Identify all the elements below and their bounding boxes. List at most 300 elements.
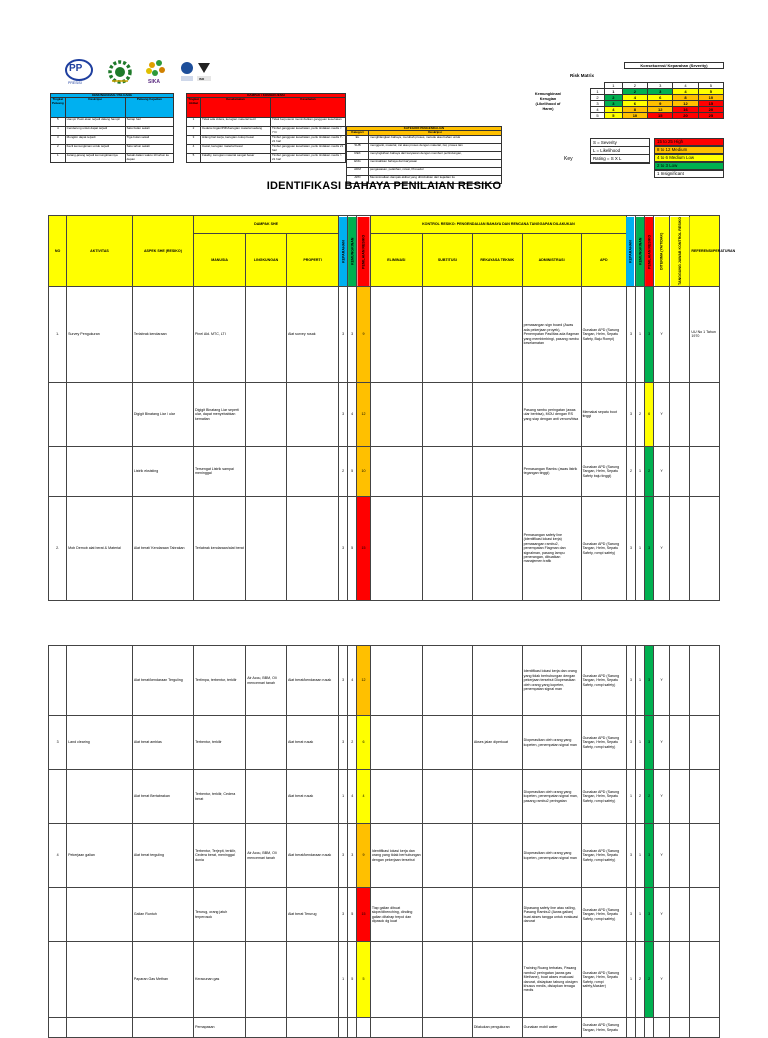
severity-col: 4 [673,83,698,89]
cell-adm: Training Ruang terbatas, Pasang rambu2 peringatan (awas gas Methane), buat akses evakuasi darurat, disiapkan tabung oksigen khusus medis, disiapkan tenaga medis [522,942,581,1018]
likelihood-cell: 1 [51,154,66,163]
control-cell: memisahkan bahaya dari karyawan [369,159,502,167]
control-cell: Meminimalkan dampak akibat yang ditimbulkan dari kejadian itu [369,175,502,183]
cell-ref [690,770,720,824]
key-item: Rating = S X L [591,155,649,163]
cell-r2: 2 [645,942,654,1018]
matrix-cell: 25 [698,113,723,119]
likelihood-cell: Kecil kemungkinan untuk terjadi [65,145,125,154]
likelihood-cell: 5 [51,118,66,127]
severity-cell: Tidak berpotensi menimbulkan gangguan kesehatan [271,118,346,127]
cell-r: 4 [357,770,371,824]
cell-asp: Galian Runtuh [132,888,193,942]
cell-akt [67,1018,133,1038]
cell-ok: Y [654,646,670,716]
cell-adm: Identifikasi lokasi kerja dan orang yang tidak berhubungan dengan pekerjaan tersebut Dioperasikan oleh orang yang kopeten, penempatan signal man [522,646,581,716]
severity-cell: Cedera ringan/P3K/kerugian material sedang [201,127,271,136]
header-no: NO [49,216,67,287]
table-row [49,446,720,496]
cell-apd: Gunakan APD (Sarung Tangan, Helm, Sepatu Safety, rompi safety) [581,496,626,600]
cell-rek [472,446,522,496]
logo-strip [62,55,252,91]
cell-lin [246,942,287,1018]
cell-adm: Dioperasikan oleh orang yang kopeten, penempatan signal man, pasang rambu2 peringatan [522,770,581,824]
cell-s2: 3 [626,646,635,716]
cell-el: Tiap galian dibuat slope/dibenching, dinding galian ditahap trepol dan dipasok dg kuat [370,888,422,942]
cell-no [49,1018,67,1038]
cell-ok: Y [654,496,670,600]
severity-cell: Timbul gangguan kesehatan, perlu tindakan medis 21 hari [271,145,346,154]
likelihood-cell: Cenderung untuk dapat terjadi [65,127,125,136]
cell-ref [690,446,720,496]
cell-lin [246,716,287,770]
cell-ok: Y [654,888,670,942]
cell-s2: 3 [626,888,635,942]
cell-apd: Memakai sepatu boot tinggi [581,382,626,446]
cell-lin [246,382,287,446]
iso-logo [196,61,212,83]
cell-rek [472,646,522,716]
likelihood-cell: Mungkin dapat terjadi [65,136,125,145]
cell-rek [472,770,522,824]
cell-lin [246,446,287,496]
sika-logo [142,57,170,87]
likelihood-cell: Tiga bulan sekali [125,136,173,145]
cell-ref [690,716,720,770]
matrix-cell: 15 [698,101,723,107]
cell-sub [422,496,472,600]
header-diterima: DITERIMA (YA/TIDAK) [654,216,670,287]
control-cell: menyingkirkan bahaya dari karyawan dengan memberi perlindungan, [369,151,502,159]
cell-rek [472,942,522,1018]
cell-el [370,770,422,824]
matrix-cell: 4 [622,95,647,101]
severity-col: 2 [622,83,647,89]
cell-adm: Dioperasikan oleh orang yang kopeten, penempatan signal man [522,824,581,888]
control-cell: APD [347,175,369,183]
cell-ref [690,824,720,888]
risk-matrix-grid [590,82,724,119]
cell-ok: Y [654,824,670,888]
cell-adm: Gunakan mobil water [522,1018,581,1038]
cell-sub [422,1018,472,1038]
header-kontrol: KONTROL RESIKO: PENGENDALIAN BAHAYA DAN RENCANA TANGGAPAN DILAKUKAN [370,216,626,234]
cell-el [370,716,422,770]
cell-man: Pinel Ald. MTC, LTI [194,286,246,382]
cell-el [370,942,422,1018]
cell-no [49,770,67,824]
cell-lin [246,770,287,824]
cell-l2: 1 [636,646,645,716]
cell-apd: Gunakan APD (Sarung Tangan, Helm, Sepatu Safety, rompi safety) [581,824,626,888]
control-category-table [346,126,502,184]
severity-cell: 1 [187,118,201,127]
cell-man: Terbentur, terkilir [194,716,246,770]
cell-s: 2 [339,446,348,496]
cell-akt [67,646,133,716]
severity-cell: Timbul gangguan kesehatan, perlu tindakan medis > 21 hari [271,154,346,163]
cell-el [370,286,422,382]
cell-tanggung [670,286,690,382]
cell-akt: Survey Pengukuran [67,286,133,382]
cell-el [370,646,422,716]
cell-man: Tersengat Listrik sampai meninggal [194,446,246,496]
cell-asp: Digigit Binatang Liar / ular [132,382,193,446]
matrix-cell: 4 [673,89,698,95]
likelihood-cell: Sekali dalam waktu 10 tahun ke depan [125,154,173,163]
cell-man: Terurug, orang jatuh terperosok [194,888,246,942]
cell-akt [67,446,133,496]
cell-apd: Gunakan APD (Sarung Tangan, Helm, Sepatu [581,1018,626,1038]
cell-r: 5 [357,942,371,1018]
cell-rek [472,888,522,942]
cell-r2: 3 [645,716,654,770]
severity-header: DAMPAK / KONSEKUENSI [187,94,346,98]
consequence-header: Konsekuensi/ Keparahan (Severity) [624,62,724,69]
cell-man: Pernapasan [194,1018,246,1038]
cell-ok: Y [654,446,670,496]
matrix-cell: 8 [622,107,647,113]
table-row [49,286,720,382]
cell-asp: Terlabrak kendaraan [132,286,193,382]
likelihood-level: 5 [591,113,605,119]
cell-tanggung [670,382,690,446]
likelihood-level: 4 [591,107,605,113]
cell-ref [690,382,720,446]
control-cell: REK [347,151,369,159]
cell-r: 9 [357,824,371,888]
cell-ref [690,942,720,1018]
matrix-cell: 6 [622,101,647,107]
cell-r2: 3 [645,496,654,600]
cell-asp: Listrik eksisting [132,446,193,496]
table-row [49,1018,720,1038]
table-row [49,382,720,446]
cell-r2: 3 [645,824,654,888]
cell-lin [246,888,287,942]
cell-r: 12 [357,382,371,446]
matrix-cell: 5 [698,89,723,95]
cell-r2 [645,1018,654,1038]
cell-ref [690,888,720,942]
cell-asp [132,1018,193,1038]
cell-sub [422,824,472,888]
cell-el [370,1018,422,1038]
severity-cell: Timbul gangguan kesehatan, perlu tindakan medis 7-21 hari [271,136,346,145]
header-dampak: DAMPAK SHE [194,216,339,234]
cell-l2: 2 [636,942,645,1018]
control-col: Kategori [347,131,369,135]
cell-s: 3 [339,382,348,446]
control-cell: menghilangkan bahaya, merubah proses, metode atau bahan untuk [369,135,502,143]
cell-s: 3 [339,716,348,770]
cell-asp: Alat berat terguling [132,824,193,888]
likelihood-cell: Hampir Pasti akan terjadi dalang hampir [65,118,125,127]
cell-r: 12 [357,646,371,716]
cell-ok: Y [654,716,670,770]
header-referensi: REFERENSI/PERATURAN [690,216,720,287]
header-penilaian: PENILAIAN RESIKO [357,216,371,287]
severity-col: 5 [698,83,723,89]
cell-akt [67,770,133,824]
severity-table [186,93,346,163]
cell-s2: 3 [626,716,635,770]
cell-adm: Pemasangan safety line (identifikasi lokasi kerja) pemasangan rambu2, penempatan Flagman dan signalman, pasang lampu penerangan, dibuatkan manajemen trafik [522,496,581,600]
cell-lin [246,286,287,382]
likelihood-cell: Jarang-jarang terjadi kemungkinannya [65,154,125,163]
cell-ok: Y [654,286,670,382]
cell-l: 4 [348,770,357,824]
cell-l: 5 [348,446,357,496]
table-row [49,646,720,716]
severity-cell: 4 [187,145,201,154]
table-row [49,888,720,942]
cell-man: Tertimpa, terbentur, terkilir [194,646,246,716]
severity-col: Keselamatan [201,98,271,118]
risk-matrix [530,60,730,180]
cell-l2: 2 [636,382,645,446]
cell-man: Terbentur, Terjepit, terkilir, Cedera berat, meninggal dunia [194,824,246,888]
severity-col: 1 [605,83,623,89]
header-manusia: MANUSIA [194,233,246,286]
cell-l: 3 [348,824,357,888]
cell-s: 3 [339,888,348,942]
gear-logo [106,59,134,85]
matrix-cell: 12 [648,107,673,113]
header-keparahan: KEPARAHAN [339,216,348,287]
cell-apd: Gunakan APD (Sarung Tangan, Helm, Sepatu Safety, rompi safety) [581,716,626,770]
cell-s2 [626,1018,635,1038]
cell-el: Identifikasi lokasi kerja dan orang yang tidak berhubungan dengan pekerjaan tersebut [370,824,422,888]
matrix-cell: 8 [673,95,698,101]
cell-rek [472,496,522,600]
pp-logo [64,57,94,87]
likelihood-col: Deskripsi [65,98,125,118]
cell-adm: Pemasangan Rambu (awas listrik tegangan tinggi) [522,446,581,496]
matrix-cell: 3 [605,101,623,107]
cell-r [357,1018,371,1038]
likelihood-cell: Satu tahun sekali [125,145,173,154]
cell-no: 1. [49,286,67,382]
likelihood-cell: 3 [51,136,66,145]
legend-item: 1 Insignificant [654,170,724,178]
cell-r2: 6 [645,382,654,446]
cell-apd: Gunakan APD (Sarung Tangan, Helm, Sepatu Safety baju tinggi) [581,446,626,496]
cell-asp: Alat berat Bertabrakan [132,770,193,824]
cell-rek [472,286,522,382]
matrix-cell: 2 [605,95,623,101]
severity-cell: Cacat, kerugian material besar [201,145,271,154]
cell-no [49,888,67,942]
likelihood-cell: Satu bulan sekali [125,127,173,136]
matrix-cell: 9 [648,101,673,107]
header-kemungkinan2: KEMUNGKINAN [636,216,645,287]
cell-r: 15 [357,496,371,600]
cell-l2 [636,1018,645,1038]
likelihood-level: 2 [591,95,605,101]
cell-ok: Y [654,382,670,446]
cell-tanggung [669,824,689,888]
cell-tanggung [669,646,689,716]
iso-label: ISO [199,77,205,81]
cell-r: 10 [357,446,371,496]
cell-tanggung [670,446,690,496]
cert-logo-1 [180,61,194,83]
cell-man: Keracunan gas [194,942,246,1018]
cell-l2: 1 [636,446,645,496]
cell-s: 1 [339,770,348,824]
header-kemungkinan: KEMUNGKINAN [348,216,357,287]
legend-box [654,138,724,178]
cell-rek [472,824,522,888]
table-row [49,770,720,824]
risk-table-1 [48,215,736,601]
header-aspek: ASPEK SHE (RESIKO) [132,216,193,287]
cell-akt [67,382,133,446]
likelihood-cell: Setiap hari [125,118,173,127]
table-row [51,154,174,163]
matrix-cell: 12 [673,101,698,107]
cell-tanggung [669,770,689,824]
cell-adm: Pasang rambu peringatan (awas ular berbisa), MOU dengan RS yang siap dengan anti venom/bisa [522,382,581,446]
cell-l: 5 [348,888,357,942]
likelihood-table [50,93,174,163]
control-cell: ADM [347,167,369,175]
cell-apd: Gunakan APD (Sarung Tangan, Helm, Sepatu Safety, Baju Rompi) [581,286,626,382]
cell-no [49,942,67,1018]
cell-rek: Dilakukan pengukuran [472,1018,522,1038]
cell-l2: 1 [636,888,645,942]
cell-apd: Gunakan APD (Sarung Tangan, Helm, Sepatu Safety, rompi safety) [581,888,626,942]
cell-l2: 1 [636,716,645,770]
severity-cell: Hilang hari kerja, kerugian cukup besar [201,136,271,145]
matrix-cell: 20 [698,107,723,113]
severity-col: Kesehatan [271,98,346,118]
cell-tanggung [669,1018,689,1038]
cell-s: 1 [339,942,348,1018]
severity-cell: Tidak ada cidera, kerugian material kecil [201,118,271,127]
cell-r: 15 [357,888,371,942]
cell-sub [422,716,472,770]
table-row [49,496,720,600]
cell-apd: Gunakan APD (Sarung Tangan, Helm, Sepatu Safety, rompi safety) [581,646,626,716]
matrix-cell: 4 [605,107,623,113]
cell-l2: 1 [636,824,645,888]
likelihood-header: Kemungkinan/ Kerugian (Likelihood of Harm) [534,92,562,111]
cell-adm: Dipasang safety line atau railing, Pasang Rambu2 (Awas galian) buat akses tangga untuk evakuasi darurat [522,888,581,942]
risk-table-2 [48,645,720,1038]
cell-el [370,446,422,496]
cell-sub [422,646,472,716]
cell-el [370,496,422,600]
severity-cell: 5 [187,154,201,163]
cell-pro: Alat berat/kendaraan rusak [286,824,338,888]
page-title: IDENTIFIKASI BAHAYA PENILAIAN RESIKO [266,180,502,192]
cell-no: 4 [49,824,67,888]
matrix-cell: 20 [673,113,698,119]
cell-l: 2 [348,716,357,770]
severity-cell: Timbul gangguan kesehatan, perlu tindakan medis < 7 hr [271,127,346,136]
severity-col: 3 [648,83,673,89]
header-tanggung: TANGGUNG JAWAB KONTROL RESIKO [670,216,690,287]
cell-s2: 3 [626,286,635,382]
table-row [49,942,720,1018]
cell-asp: Alat berat/kendaraan Terguling [132,646,193,716]
header-apd: APD [581,233,626,286]
cell-l: 4 [348,382,357,446]
table-row [187,154,346,163]
cell-asp: Paparan Gas Methan [132,942,193,1018]
cell-r2: 2 [645,446,654,496]
key-label: Key [564,156,573,162]
header-subtitusi: SUBTITUSI [422,233,472,286]
control-cell: pengawasan, pelatihan, rotasi, Prosedur [369,167,502,175]
cell-r: 6 [357,716,371,770]
matrix-cell: 2 [622,89,647,95]
cell-l: 3 [348,286,357,382]
cell-ok: Y [654,942,670,1018]
cell-pro: Alat survey rusak [286,286,338,382]
table-row [49,824,720,888]
cell-s2: 3 [626,382,635,446]
cell-ref [690,1018,720,1038]
likelihood-col: Tingkat Peluang [51,98,66,118]
cell-sub [422,770,472,824]
cell-r: 9 [357,286,371,382]
cell-s2: 1 [626,770,635,824]
legend-item: 2 to 3 Low [654,162,724,170]
cell-s: 3 [339,824,348,888]
cell-sub [422,446,472,496]
likelihood-level: 3 [591,101,605,107]
pp-logo-text: PP [69,63,83,74]
control-cell: EL [347,135,369,143]
legend-item: 4 to 6 Medium Low [654,154,724,162]
cell-s: 3 [339,646,348,716]
header-rekayasa: REKAYASA TEKNIK [472,233,522,286]
cell-rek: Akses jalan diperkuat [472,716,522,770]
cell-adm: pemasangan sign board (Awas ada pekerjaan proyek), Penempatan Pasilitas ada flagman yang membimbingi, pasang rambu keselamatan [522,286,581,382]
cell-l2: 2 [636,770,645,824]
table-row [49,716,720,770]
severity-col: Tingkat Akibat [187,98,201,118]
cell-ok [654,1018,670,1038]
cell-l: 4 [348,646,357,716]
cell-no: 2. [49,496,67,600]
cell-man: Terlabrak kendaraan/alat berat [194,496,246,600]
cell-tanggung [669,888,689,942]
cell-tanggung [670,496,690,600]
header-properti: PROPERTI [286,233,338,286]
cell-man: Digigit Binatang Liar seperti ular, dapat menyebabkan kematian [194,382,246,446]
cell-adm: Dioperasikan oleh orang yang kopeten, penempatan signal man [522,716,581,770]
cell-pro: Alat berat/kendaraan rusak [286,646,338,716]
cell-asp: Alat berat amblas [132,716,193,770]
cell-pro [286,1018,338,1038]
header-administrasi: ADMINISTRASI [522,233,581,286]
matrix-cell: 1 [605,89,623,95]
cell-s2: 3 [626,496,635,600]
cell-pro: Alat berat rusak [286,716,338,770]
cell-ref [690,496,720,600]
cell-l2: 1 [636,286,645,382]
cell-pro [286,382,338,446]
cell-no [49,446,67,496]
control-col: Deskripsi [369,131,502,135]
severity-cell: Fatality, kerugian material sangat besar [201,154,271,163]
cell-sub [422,888,472,942]
matrix-cell: 3 [648,89,673,95]
